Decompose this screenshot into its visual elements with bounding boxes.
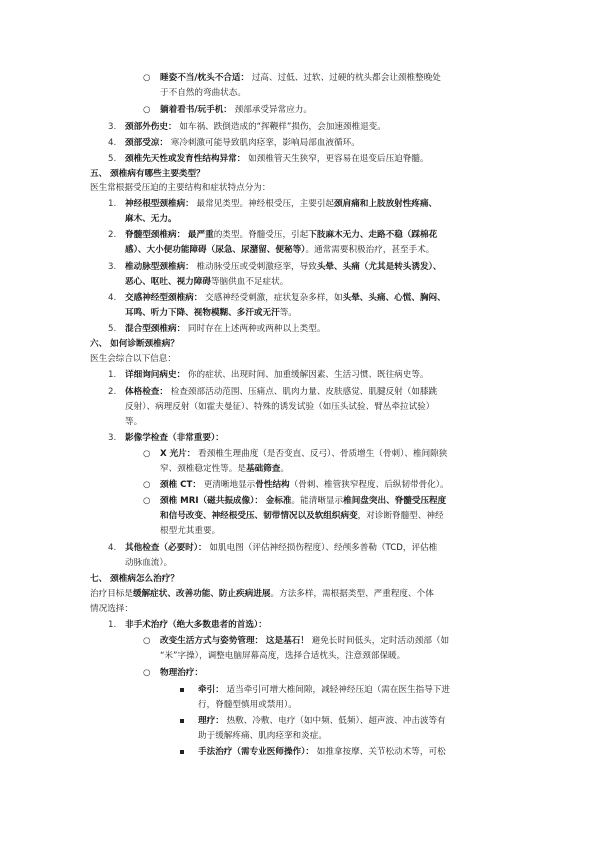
list-number: 4. (108, 543, 117, 553)
list-number: 1. (108, 199, 117, 209)
circle-bullet: ○ (143, 449, 151, 459)
list-number: 2. (108, 387, 117, 397)
section-heading: 六、 如何诊断颈椎病？ (90, 339, 179, 349)
paragraph-line: 体格检查： 检查颈部活动范围、压痛点、肌肉力量、皮肤感觉、肌腱反射（如膝跳 (125, 387, 438, 397)
paragraph-line: 颈部外伤史： 如车祸、跌倒造成的“挥鞭样”损伤，会加速颈椎退变。 (125, 122, 386, 132)
list-number: 3. (108, 262, 117, 272)
circle-bullet: ○ (143, 636, 151, 646)
circle-bullet: ○ (143, 496, 151, 506)
square-bullet (180, 715, 184, 728)
paragraph-line: 详细询问病史： 你的症状、出现时间、加重缓解因素、生活习惯、既往病史等。 (125, 370, 429, 380)
circle-bullet: ○ (143, 105, 151, 115)
paragraph-line: 医生常根据受压迫的主要结构和症状特点分为： (90, 183, 271, 193)
circle-bullet: ○ (143, 668, 151, 678)
paragraph-line: 医生会综合以下信息： (90, 354, 176, 364)
square-bullet (180, 746, 184, 759)
paragraph-line: 治疗目标是缓解症状、改善功能、防止疾病进展。方法多样，需根据类型、严重程度、个体 (90, 589, 434, 599)
section-heading: 五、 颈椎病有哪些主要类型？ (90, 169, 205, 179)
paragraph-line: 混合型颈椎病： 同时存在上述两种或两种以上类型。 (125, 324, 326, 334)
paragraph-line: 其他检查（必要时）： 如肌电图（评估神经损伤程度）、经颅多普勒（TCD，评估椎 (125, 543, 438, 553)
paragraph-line: 麻木、无力。 (125, 214, 177, 224)
paragraph-line: 于不自然的弯曲状态。 (160, 88, 246, 98)
paragraph-line: 耳鸣、听力下降、视物模糊、多汗或无汗等。 (125, 308, 297, 318)
paragraph-line: 等。 (125, 417, 143, 427)
paragraph-line: 神经根型颈椎病： 最常见类型。神经根受压，主要引起颈肩痛和上肢放射性疼痛、 (125, 199, 438, 209)
paragraph-line: 理疗： 热敷、冷敷、电疗（如中频、低频）、超声波、冲击波等有 (198, 716, 446, 726)
circle-bullet: ○ (143, 73, 151, 83)
paragraph-line: 非手术治疗（绝大多数患者的首选）： (125, 620, 267, 630)
list-number: 2. (108, 230, 117, 240)
paragraph-line: 感）、大小便功能障碍（尿急、尿潴留、便秘等）。通常需要积极治疗，甚至手术。 (125, 245, 435, 255)
paragraph-line: “米”字操），调整电脑屏幕高度，选择合适枕头，注意颈部保暖。 (160, 651, 406, 661)
list-number: 1. (108, 620, 117, 630)
paragraph-line: 物理治疗： (160, 668, 203, 678)
paragraph-line: 脊髓型颈椎病： 最严重的类型。脊髓受压，引起下肢麻木无力、走路不稳（踩棉花 (125, 230, 438, 240)
section-heading: 七、 颈椎病怎么治疗？ (90, 574, 179, 584)
paragraph-line: 躺着看书/玩手机： 颈部承受异常应力。 (160, 105, 312, 115)
paragraph-line: 影像学检查（非常重要）： (125, 433, 224, 443)
circle-bullet: ○ (143, 480, 151, 490)
paragraph-line: 助于缓解疼痛、肌肉痉挛和炎症。 (198, 731, 327, 741)
paragraph-line: 恶心、呕吐、视力障碍等脑供血不足症状。 (125, 277, 289, 287)
paragraph-line: 牵引： 适当牵引可增大椎间隙，减轻神经压迫（需在医生指导下进 (198, 685, 450, 695)
paragraph-line: X 光片： 看颈椎生理曲度（是否变直、反弓）、骨质增生（骨刺）、椎间隙狭 (160, 449, 448, 459)
paragraph-line: 椎动脉型颈椎病： 椎动脉受压或受刺激痉挛，导致头晕、头痛（尤其是转头诱发）、 (125, 262, 442, 272)
paragraph-line: 窄、颈椎稳定性等。是基础筛查。 (160, 464, 289, 474)
list-number: 5. (108, 154, 117, 164)
paragraph-line: 反射）、病理反射（如霍夫曼征）、特殊的诱发试验（如压头试验、臂丛牵拉试验） (125, 402, 435, 412)
paragraph-line: 颈椎先天性或发育性结构异常： 如颈椎管天生狭窄，更容易在退变后压迫脊髓。 (125, 154, 429, 164)
paragraph-line: 交感神经型颈椎病： 交感神经受刺激，症状复杂多样，如头晕、头痛、心慌、胸闷、 (125, 293, 446, 303)
list-number: 4. (108, 293, 117, 303)
list-number: 5. (108, 324, 117, 334)
paragraph-line: 动脉血流）。 (125, 558, 173, 568)
paragraph-line: 根型尤其重要。 (160, 526, 221, 536)
paragraph-line: 改变生活方式与姿势管理： 这是基石！ 避免长时间低头，定时活动颈部（如 (160, 636, 450, 646)
paragraph-line: 颈椎 MRI（磁共振成像）： 金标准。能清晰显示椎间盘突出、脊髓受压程度 (160, 496, 447, 506)
square-bullet (180, 684, 184, 697)
paragraph-line: 情况选择： (90, 604, 133, 614)
list-number: 1. (108, 370, 117, 380)
paragraph-line: 行，脊髓型慎用或禁用）。 (198, 700, 297, 710)
paragraph-line: 颈部受凉： 寒冷刺激可能导致肌肉痉挛，影响局部血液循环。 (125, 138, 360, 148)
paragraph-line: 和信号改变、神经根受压、韧带情况以及软组织病变，对诊断脊髓型、神经 (160, 511, 444, 521)
paragraph-line: 睡姿不当/枕头不合适： 过高、过低、过软、过硬的枕头都会让颈椎整晚处 (160, 73, 441, 83)
paragraph-line: 颈椎 CT： 更清晰地显示骨性结构（骨刺、椎管狭窄程度、后纵韧带骨化）。 (160, 480, 449, 490)
list-number: 4. (108, 138, 117, 148)
list-number: 3. (108, 122, 117, 132)
paragraph-line: 手法治疗（需专业医师操作）： 如推拿按摩、关节松动术等，可松 (198, 747, 446, 757)
list-number: 3. (108, 433, 117, 443)
